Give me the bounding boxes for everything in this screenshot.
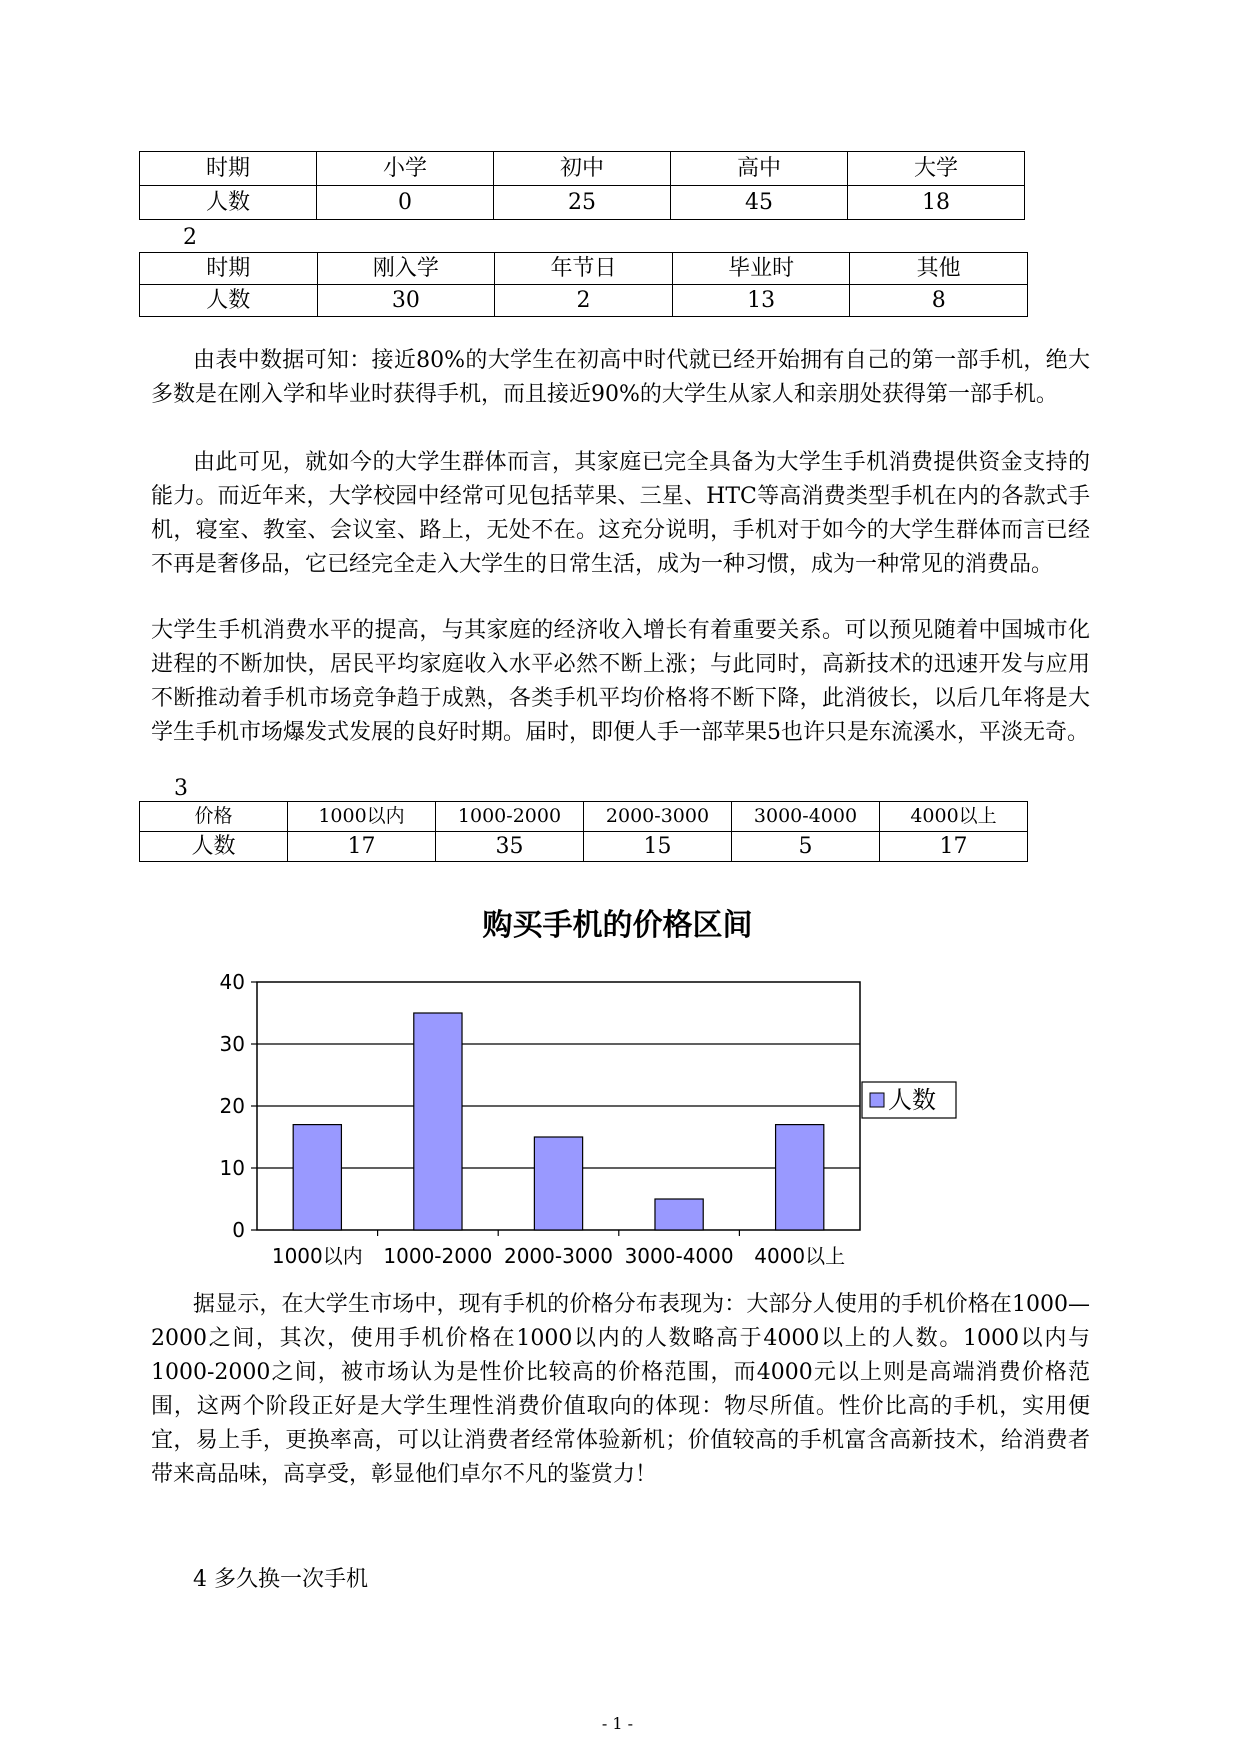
table-cell: 15 [584,832,732,862]
price-range-table [139,801,1028,862]
table-cell: 8 [850,285,1028,317]
table-cell: 17 [880,832,1028,862]
price-range-bar-chart [200,955,980,1275]
x-tick-label: 2000-3000 [503,1244,614,1268]
table-cell: 毕业时 [672,253,850,285]
bar [776,1125,824,1230]
table-cell: 3000-4000 [732,802,880,832]
table-cell: 1000以内 [288,802,436,832]
x-tick-label: 3000-4000 [624,1244,734,1268]
table-cell: 13 [672,285,850,317]
table-cell: 1000-2000 [436,802,584,832]
table-row [140,285,1028,317]
table-cell: 30 [317,285,495,317]
table-cell: 人数 [140,186,317,220]
table-cell: 18 [848,186,1025,220]
table-cell: 时期 [140,152,317,186]
table-cell: 刚入学 [317,253,495,285]
table-cell: 2 [495,285,673,317]
y-tick-label: 30 [219,1032,245,1056]
bar [293,1125,341,1230]
section-4-heading: 4 多久换一次手机 [193,1567,368,1592]
body-paragraph: 大学生手机消费水平的提高，与其家庭的经济收入增长有着重要关系。可以预见随着中国城市化进程的不断加快，居民平均家庭收入水平必然不断上涨；与此同时，高新技术的迅速开发与应用不断推动着手机市场竞争趋于成熟，各类手机平均价格将不断下降，此消彼长，以后几年将是大学生手机市场爆发式发展的良好时期。届时，即便人手一部苹果5也许只是东流溪水，平淡无奇。 [151,618,1090,745]
table-row [140,253,1028,285]
body-paragraph: 据显示，在大学生市场中，现有手机的价格分布表现为：大部分人使用的手机价格在1000—2000之间，其次，使用手机价格在1000以内的人数略高于4000以上的人数。1000以内与1000-2000之间，被市场认为是性价比较高的价格范围，而4000元以上则是高端消费价格范围，这两个阶段正好是大学生理性消费价值取向的体现：物尽所值。性价比高的手机，实用便宜，易上手，更换率高，可以让消费者经常体验新机；价值较高的手机富含高新技术，给消费者带来高品味，高享受，彰显他们卓尔不凡的鉴赏力！ [151,1292,1090,1487]
table-row [140,802,1028,832]
first-phone-occasion-table [139,252,1028,317]
body-paragraph: 由表中数据可知：接近80%的大学生在初高中时代就已经开始拥有自己的第一部手机，绝大多数是在刚入学和毕业时获得手机，而且接近90%的大学生从家人和亲朋处获得第一部手机。 [151,348,1090,407]
y-tick-label: 20 [219,1094,245,1118]
body-paragraph: 由此可见，就如今的大学生群体而言，其家庭已完全具备为大学生手机消费提供资金支持的能力。而近年来，大学校园中经常可见包括苹果、三星、HTC等高消费类型手机在内的各款式手机，寝室、教室、会议室、路上，无处不在。这充分说明，手机对于如今的大学生群体而言已经不再是奢侈品，它已经完全走入大学生的日常生活，成为一种习惯，成为一种常见的消费品。 [151,450,1090,577]
table-cell: 4000以上 [880,802,1028,832]
table-3-label: 3 [174,776,188,801]
page-number: - 1 - [601,1714,634,1733]
table-cell: 25 [494,186,671,220]
y-tick-label: 40 [219,970,245,994]
table-cell: 5 [732,832,880,862]
table-2-label: 2 [183,225,197,250]
table-cell: 17 [288,832,436,862]
table-cell: 初中 [494,152,671,186]
bar [655,1199,703,1230]
chart-title: 购买手机的价格区间 [482,908,753,943]
table-cell: 其他 [850,253,1028,285]
table-cell: 价格 [140,802,288,832]
first-phone-period-table [139,151,1025,220]
table-cell: 人数 [140,285,318,317]
table-cell: 0 [317,186,494,220]
y-tick-label: 10 [219,1156,245,1180]
y-tick-label: 0 [232,1218,245,1242]
table-cell: 时期 [140,253,318,285]
table-cell: 小学 [317,152,494,186]
table-cell: 人数 [140,832,288,862]
table-cell: 35 [436,832,584,862]
legend-label: 人数 [888,1086,936,1114]
x-tick-label: 4000以上 [754,1244,846,1268]
bar [414,1013,462,1230]
x-tick-label: 1000以内 [271,1244,363,1268]
table-cell: 2000-3000 [584,802,732,832]
x-tick-label: 1000-2000 [383,1244,493,1268]
table-row [140,186,1025,220]
table-cell: 高中 [671,152,848,186]
table-cell: 年节日 [495,253,673,285]
table-row [140,832,1028,862]
table-row [140,152,1025,186]
bar [534,1137,582,1230]
legend-swatch [870,1093,884,1107]
table-cell: 45 [671,186,848,220]
table-cell: 大学 [848,152,1025,186]
